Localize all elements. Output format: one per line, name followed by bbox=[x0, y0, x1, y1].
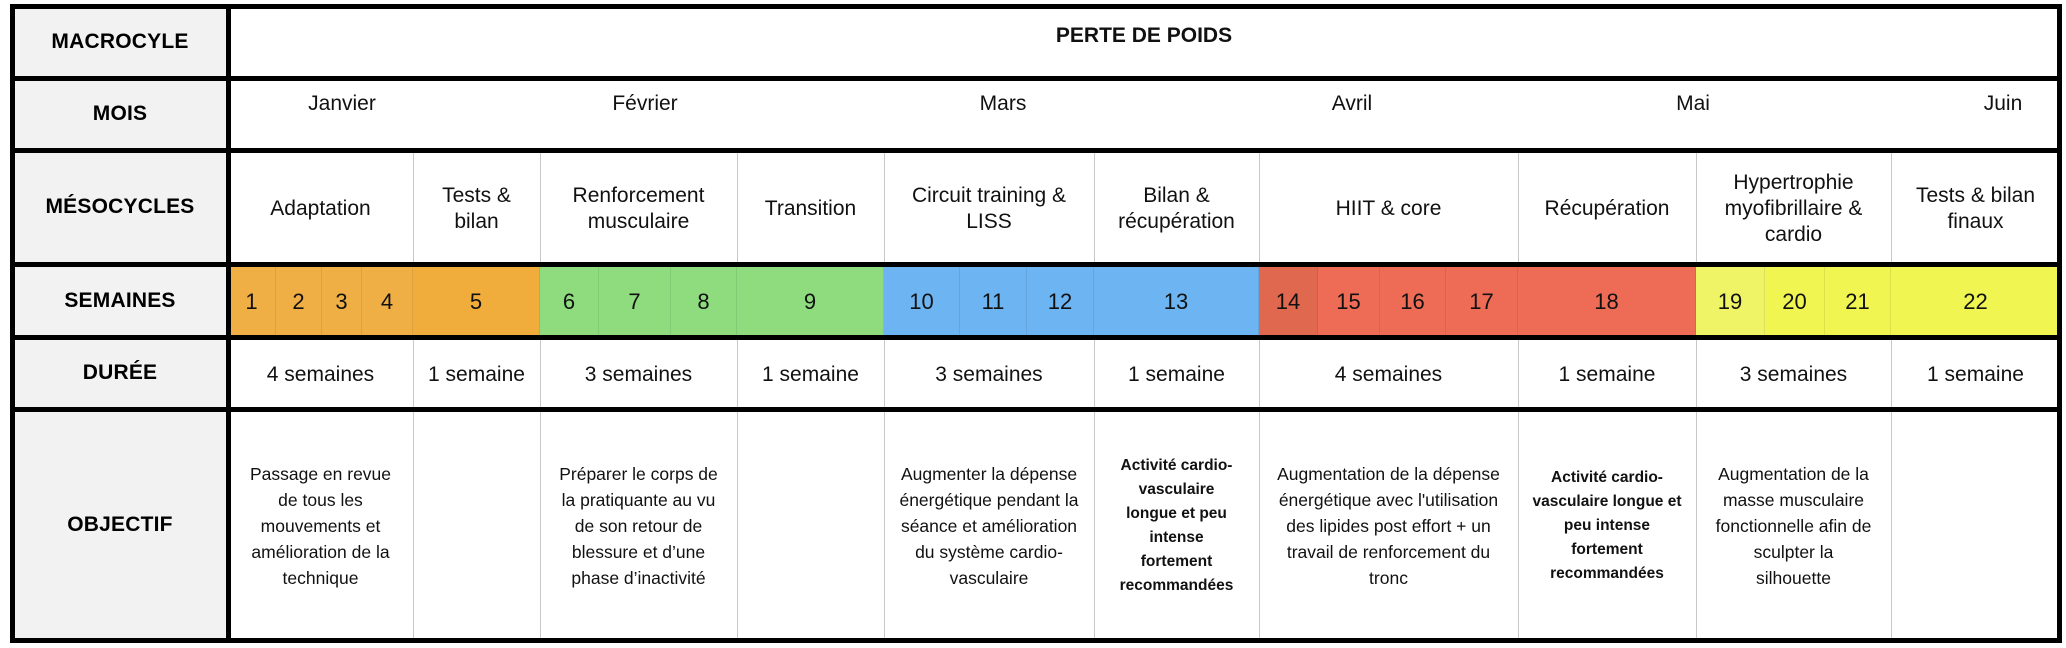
duration-cell: 1 semaine bbox=[1927, 362, 2024, 386]
week-cell: 12 bbox=[1027, 266, 1094, 337]
row-label-duration: DURÉE bbox=[12, 337, 228, 409]
duration-cell: 3 semaines bbox=[1739, 362, 1848, 386]
duration-cell: 3 semaines bbox=[584, 362, 693, 386]
mesocycle-name: Récupération bbox=[1544, 196, 1670, 220]
week-cell: 14 bbox=[1259, 266, 1318, 337]
week-cell: 15 bbox=[1318, 266, 1380, 337]
macrocycle-title: PERTE DE POIDS bbox=[1055, 24, 1233, 47]
week-cell: 8 bbox=[671, 266, 737, 337]
mesocycle-name: Adaptation bbox=[270, 196, 371, 220]
month-label: Janvier bbox=[308, 92, 376, 115]
column-divider bbox=[1696, 150, 1697, 264]
objective-cell-bold: Activité cardio-vasculaire longue et peu intense fortement recommandées bbox=[1119, 457, 1234, 594]
objective-cell: Augmenter la dépense énergétique pendant la séance et amélioration du système cardio-vasculaire bbox=[899, 464, 1079, 588]
duration-cell: 3 semaines bbox=[935, 362, 1043, 386]
week-cell: 2 bbox=[276, 266, 322, 337]
row-label-weeks: SEMAINES bbox=[12, 264, 228, 337]
week-cell: 21 bbox=[1825, 266, 1891, 337]
objective-cell-bold: Activité cardio-vasculaire longue et peu intense fortement recommandées bbox=[1532, 469, 1682, 582]
column-divider bbox=[737, 150, 738, 264]
week-cell: 20 bbox=[1765, 266, 1825, 337]
objective-cell: Préparer le corps de la pratiquante au vu de son retour de blessure et d’une phase d’inactivité bbox=[559, 464, 718, 588]
week-cell: 19 bbox=[1696, 266, 1765, 337]
mesocycle-name: Tests & bilan bbox=[442, 183, 511, 233]
duration-cell: 1 semaine bbox=[428, 362, 525, 386]
mesocycle-name: Tests & bilan finaux bbox=[1915, 183, 2036, 233]
column-divider bbox=[413, 337, 414, 640]
row-border bbox=[12, 148, 2061, 153]
border-bottom bbox=[12, 638, 2061, 643]
column-divider bbox=[884, 150, 885, 264]
week-cell: 10 bbox=[884, 266, 960, 337]
week-cell: 3 bbox=[322, 266, 362, 337]
column-divider bbox=[540, 150, 541, 264]
row-border bbox=[12, 76, 2061, 81]
week-cell: 6 bbox=[540, 266, 599, 337]
mesocycle-name: Renforcement musculaire bbox=[572, 183, 705, 233]
column-divider bbox=[1891, 337, 1892, 640]
column-divider bbox=[1259, 337, 1260, 640]
objective-cell bbox=[737, 412, 884, 640]
month-label: Mai bbox=[1676, 92, 1710, 115]
objective-cell: Augmentation de la masse musculaire fonctionnelle afin de sculpter la silhouette bbox=[1715, 464, 1872, 588]
row-border bbox=[12, 262, 2061, 267]
mesocycle-name: Hypertrophie myofibrillaire & cardio bbox=[1724, 170, 1863, 246]
week-cell: 17 bbox=[1446, 266, 1518, 337]
objective-cell bbox=[1891, 412, 2060, 640]
mesocycle-name: Circuit training & LISS bbox=[911, 183, 1067, 233]
week-cell: 1 bbox=[228, 266, 276, 337]
border-left bbox=[10, 4, 15, 643]
row-border bbox=[12, 335, 2061, 340]
border-top bbox=[12, 4, 2061, 9]
column-divider bbox=[1696, 337, 1697, 640]
border-right bbox=[2057, 4, 2062, 643]
column-divider bbox=[737, 337, 738, 640]
week-cell: 22 bbox=[1891, 266, 2060, 337]
duration-cell: 4 semaines bbox=[266, 362, 375, 386]
column-divider bbox=[1259, 150, 1260, 264]
column-divider bbox=[1094, 337, 1095, 640]
column-divider bbox=[413, 150, 414, 264]
month-label: Juin bbox=[1983, 92, 2023, 115]
week-cell: 18 bbox=[1518, 266, 1696, 337]
week-cell: 9 bbox=[737, 266, 884, 337]
objective-cell: Augmentation de la dépense énergétique avec l'utilisation des lipides post effort + un travail de renforcement du tronc bbox=[1277, 464, 1500, 588]
row-label-months: MOIS bbox=[12, 78, 228, 150]
row-label-objective: OBJECTIF bbox=[12, 409, 228, 640]
row-border bbox=[12, 407, 2061, 412]
duration-cell: 1 semaine bbox=[1128, 362, 1225, 386]
row-label-macrocycle: MACROCYLE bbox=[12, 6, 228, 78]
column-divider bbox=[540, 337, 541, 640]
week-cell: 4 bbox=[362, 266, 413, 337]
week-cell: 16 bbox=[1380, 266, 1446, 337]
objective-cell bbox=[413, 412, 540, 640]
week-cell: 13 bbox=[1094, 266, 1259, 337]
objective-cell: Passage en revue de tous les mouvements et amélioration de la technique bbox=[249, 464, 392, 588]
week-cell: 11 bbox=[960, 266, 1027, 337]
label-column-border bbox=[226, 4, 231, 643]
month-label: Février bbox=[612, 92, 678, 115]
month-label: Mars bbox=[979, 92, 1027, 115]
duration-cell: 1 semaine bbox=[762, 362, 859, 386]
mesocycle-name: Transition bbox=[764, 196, 857, 220]
duration-cell: 4 semaines bbox=[1334, 362, 1443, 386]
mesocycle-name: HIIT & core bbox=[1335, 196, 1442, 220]
column-divider bbox=[1094, 150, 1095, 264]
column-divider bbox=[1891, 150, 1892, 264]
week-cell: 7 bbox=[599, 266, 671, 337]
duration-cell: 1 semaine bbox=[1558, 362, 1656, 386]
column-divider bbox=[1518, 150, 1519, 264]
column-divider bbox=[884, 337, 885, 640]
column-divider bbox=[1518, 337, 1519, 640]
row-label-mesocycles: MÉSOCYCLES bbox=[12, 150, 228, 264]
month-label: Avril bbox=[1331, 92, 1373, 115]
week-cell: 5 bbox=[413, 266, 540, 337]
mesocycle-name: Bilan & récupération bbox=[1118, 183, 1235, 233]
